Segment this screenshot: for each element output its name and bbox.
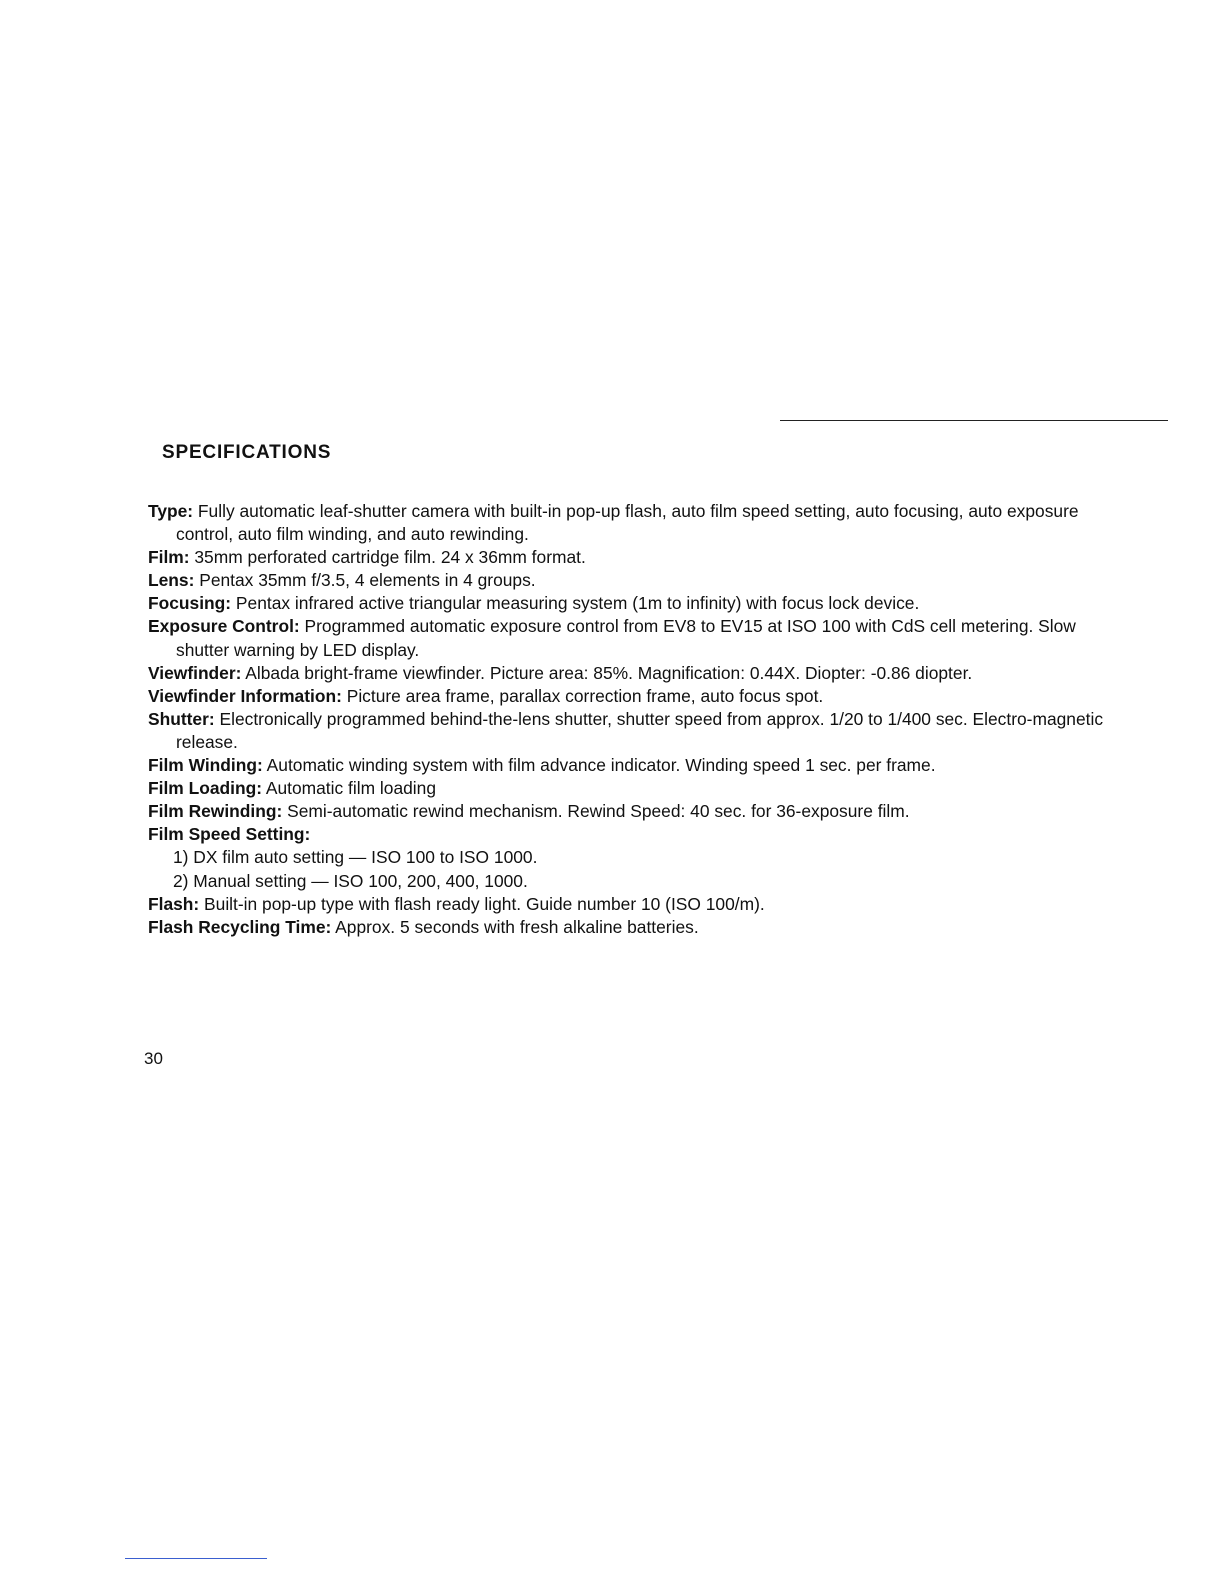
spec-text: Semi-automatic rewind mechanism. Rewind Speed: 40 sec. for 36-exposure film. bbox=[282, 801, 910, 822]
spec-label: Film Winding: bbox=[148, 755, 263, 776]
spec-label: Type: bbox=[148, 501, 194, 521]
spec-text: Electronically programmed behind-the-lens shutter, shutter speed from approx. 1/20 to 1/400 sec. Electro-magnetic release. bbox=[176, 708, 1104, 752]
spec-lens bbox=[148, 569, 1123, 592]
spec-label: Film: bbox=[148, 547, 190, 568]
spec-viewfinder-information bbox=[148, 685, 1123, 708]
spec-film bbox=[148, 546, 1123, 569]
spec-text: Fully automatic leaf-shutter camera with built-in pop-up flash, auto film speed setting, auto focusing, auto exposure control, auto film winding, and auto rewinding. bbox=[176, 501, 1079, 545]
page-title: SPECIFICATIONS bbox=[162, 442, 332, 463]
spec-label: Shutter: bbox=[148, 708, 215, 729]
spec-exposure-control bbox=[148, 615, 1123, 661]
spec-label: Flash Recycling Time: bbox=[148, 916, 332, 937]
spec-viewfinder bbox=[148, 662, 1123, 685]
spec-label: Film Speed Setting: bbox=[148, 824, 311, 845]
spec-label: Flash: bbox=[148, 893, 200, 914]
spec-text: Picture area frame, parallax correction frame, auto focus spot. bbox=[341, 685, 824, 706]
spec-text: Approx. 5 seconds with fresh alkaline batteries. bbox=[331, 916, 699, 937]
spec-text: Pentax 35mm f/3.5, 4 elements in 4 groups. bbox=[194, 570, 536, 591]
spec-film-rewinding bbox=[148, 800, 1123, 823]
spec-shutter bbox=[148, 708, 1123, 754]
header-rule bbox=[780, 420, 1168, 421]
spec-flash bbox=[148, 893, 1123, 916]
spec-label: Focusing: bbox=[148, 593, 232, 614]
spec-focusing bbox=[148, 592, 1123, 615]
spec-label: Exposure Control: bbox=[148, 616, 300, 637]
spec-text: Built-in pop-up type with flash ready light. Guide number 10 (ISO 100/m). bbox=[199, 893, 765, 914]
spec-text: 35mm perforated cartridge film. 24 x 36mm format. bbox=[189, 547, 586, 568]
spec-text: Programmed automatic exposure control from EV8 to EV15 at ISO 100 with CdS cell metering. Slow shutter warning by LED display. bbox=[176, 616, 1076, 660]
page-number: 30 bbox=[144, 1049, 163, 1068]
specifications-list bbox=[148, 500, 1123, 939]
spec-label: Viewfinder: bbox=[148, 662, 242, 683]
film-speed-option-manual: 2) Manual setting — ISO 100, 200, 400, 1000. bbox=[173, 870, 528, 891]
film-speed-option-dx: 1) DX film auto setting — ISO 100 to ISO 1000. bbox=[173, 847, 538, 868]
spec-type bbox=[148, 500, 1123, 546]
footer-rule bbox=[125, 1558, 267, 1559]
spec-label: Lens: bbox=[148, 570, 195, 591]
spec-text: Albada bright-frame viewfinder. Picture area: 85%. Magnification: 0.44X. Diopter: -0.86 diopter. bbox=[241, 662, 973, 683]
spec-text: Pentax infrared active triangular measuring system (1m to infinity) with focus lock device. bbox=[231, 593, 920, 614]
spec-label: Film Rewinding: bbox=[148, 801, 283, 822]
spec-film-winding bbox=[148, 754, 1123, 777]
spec-film-speed-setting bbox=[148, 823, 1123, 846]
spec-label: Film Loading: bbox=[148, 778, 262, 799]
spec-flash-recycling-time bbox=[148, 916, 1123, 939]
spec-film-loading bbox=[148, 777, 1123, 800]
spec-text: Automatic film loading bbox=[262, 778, 436, 799]
spec-label: Viewfinder Information: bbox=[148, 685, 342, 706]
spec-text: Automatic winding system with film advance indicator. Winding speed 1 sec. per frame. bbox=[262, 755, 936, 776]
